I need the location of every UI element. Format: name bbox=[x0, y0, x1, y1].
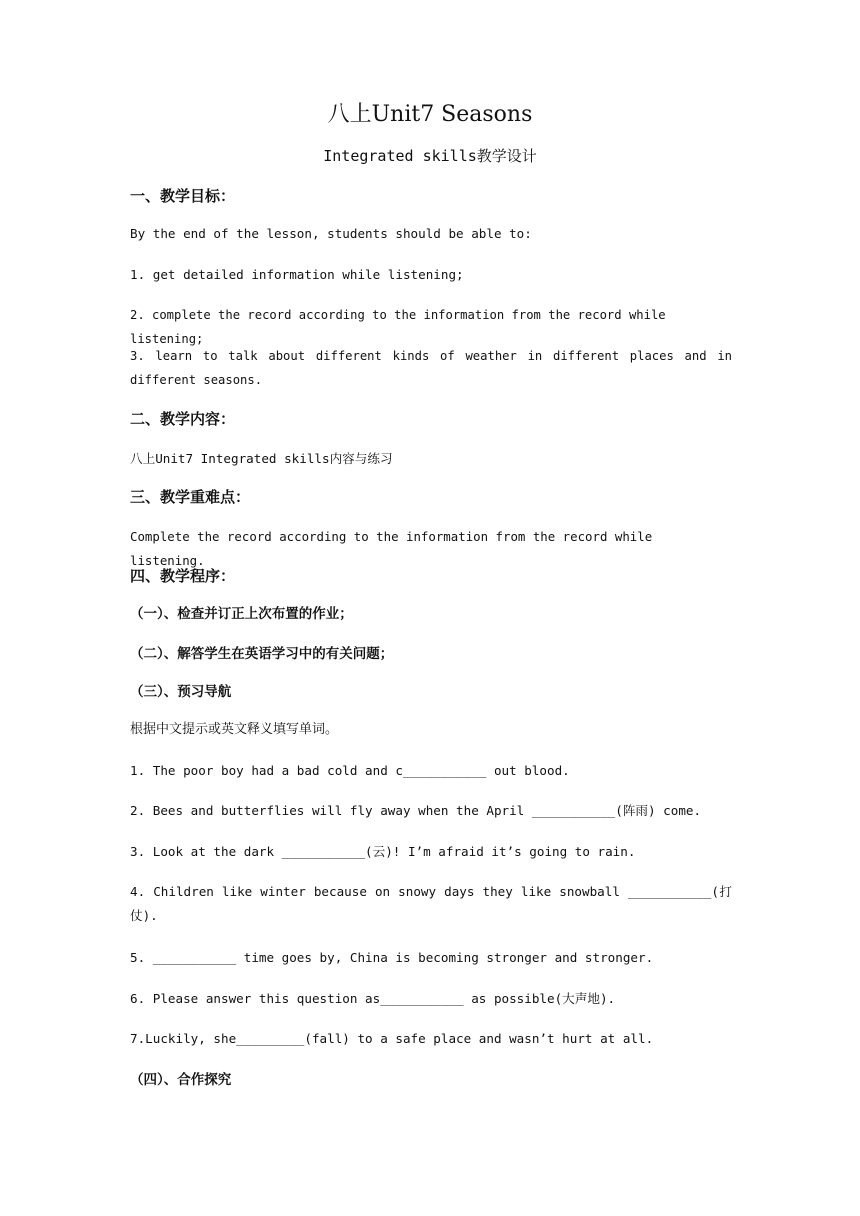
exercise-item-1: 1. The poor boy had a bad cold and c___________ out blood. bbox=[130, 763, 570, 778]
exercise-item-2: 2. Bees and butterflies will fly away when the April ___________(阵雨) come. bbox=[130, 803, 702, 818]
exercise-item-7: 7.Luckily, she_________(fall) to a safe place and wasn’t hurt at all. bbox=[130, 1031, 654, 1046]
procedure-step-2: （二）、解答学生在英语学习中的有关问题； bbox=[130, 646, 394, 662]
objective-item-1: 1. get detailed information while listening; bbox=[130, 267, 464, 282]
procedure-step-3: （三）、预习导航 bbox=[130, 684, 232, 700]
section-heading-objectives: 一、教学目标： bbox=[130, 187, 236, 205]
procedure-step-1: （一）、检查并订正上次布置的作业； bbox=[130, 606, 353, 622]
document-subtitle: Integrated skills教学设计 bbox=[323, 147, 537, 165]
content-text: 八上Unit7 Integrated skills内容与练习 bbox=[130, 451, 393, 466]
procedure-step-4: （四）、合作探究 bbox=[130, 1072, 232, 1088]
exercise-instruction: 根据中文提示或英文释义填写单词。 bbox=[130, 722, 339, 737]
key-points-text: Complete the record according to the information from the record while listening. bbox=[130, 529, 660, 568]
section-heading-key-points: 三、教学重难点： bbox=[130, 488, 251, 506]
exercise-item-3: 3. Look at the dark ___________(云)! I’m afraid it’s going to rain. bbox=[130, 844, 636, 859]
objective-item-3: 3. learn to talk about different kinds of weather in different places and in different seasons. bbox=[130, 349, 732, 387]
objective-item-2: 2. complete the record according to the information from the record while listening; bbox=[130, 308, 673, 346]
section-heading-procedure: 四、教学程序： bbox=[130, 567, 236, 585]
section-heading-content: 二、教学内容： bbox=[130, 410, 236, 428]
document-title: 八上Unit7 Seasons bbox=[327, 102, 533, 127]
objectives-intro: By the end of the lesson, students should be able to: bbox=[130, 226, 532, 241]
exercise-item-4: 4. Children like winter because on snowy days they like snowball ___________(打仗). bbox=[130, 884, 732, 923]
exercise-item-6: 6. Please answer this question as___________ as possible(大声地). bbox=[130, 991, 616, 1006]
exercise-item-5: 5. ___________ time goes by, China is becoming stronger and stronger. bbox=[130, 950, 654, 965]
